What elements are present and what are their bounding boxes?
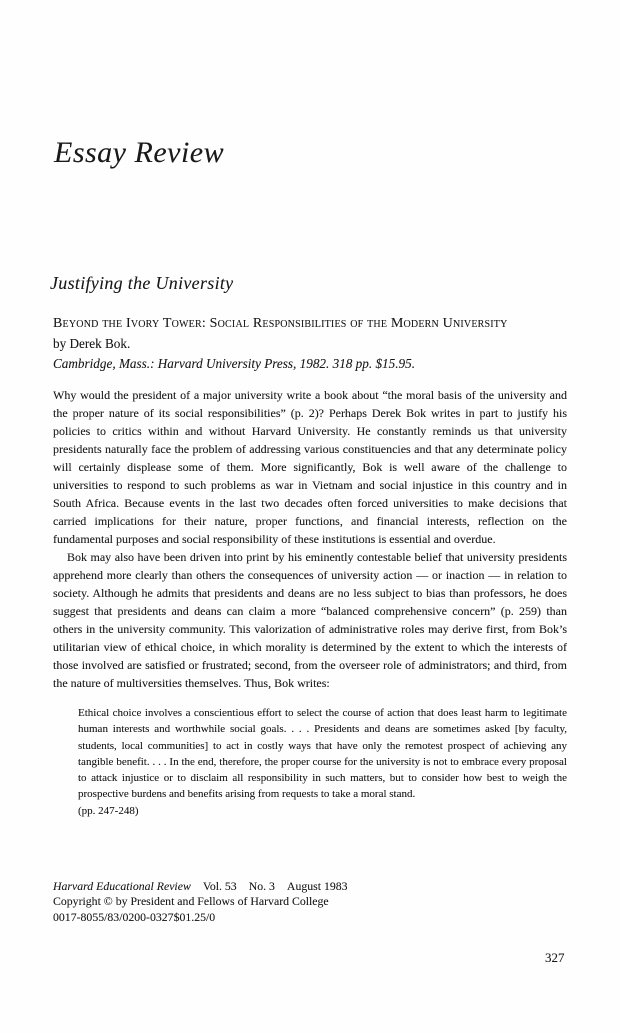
journal-number: No. 3 [248,879,275,893]
journal-footer [53,879,553,925]
issn-line: 0017-8055/83/0200-0327$01.25/0 [53,909,216,924]
body-paragraph: Why would the president of a major university write a book about “the moral basis of the university and the proper nature of its social responsibilities” (p. 2)? Perhaps Derek Bok writes in part to justify his policies to critics within and without Harvard University. He constantly reminds us that university presidents naturally face the problem of addressing various constituencies and that any determinate policy will certainly displease some of them. More significantly, Bok is well aware of the challenge to universities to respond to such problems as war in Vietnam and social injustice in this country and in South Africa. Because events in the last two decades often forced universities to make decisions that carried implications for their nature, proper functions, and financial interests, reflection on the fundamental purposes and social responsibility of these institutions is essential and overdue. [53,388,567,546]
journal-date: August 1983 [286,879,348,893]
book-publication-line: Cambridge, Mass.: Harvard University Press, 1982. 318 pp. $15.95. [53,356,416,371]
body-paragraph: Bok may also have been driven into print by his eminently contestable belief that university presidents apprehend more clearly than others the consequences of university action — or inaction — in relation to society. Although he admits that presidents and deans are no less subject to bias than professors, he does suggest that presidents and deans can claim a more “balanced comprehensive concern” (p. 259) than others in the university community. This valorization of administrative roles may derive first, from Bok’s utilitarian view of ethical choice, in which morality is determined by the extent to which the interests of those involved are satisfied or frustrated; second, from the overseer role of administrators; and third, from the nature of multiversities themselves. Thus, Bok writes: [53,550,567,690]
journal-volume: Vol. 53 [202,879,237,893]
journal-issue-line [53,879,553,894]
book-title: Beyond the Ivory Tower: Social Responsibilities of the Modern University [53,316,508,331]
book-citation-block [53,314,593,374]
block-quote-citation: (pp. 247-248) [78,804,139,817]
block-quote-text: Ethical choice involves a conscientious effort to select the course of action that does least harm to legitimate human interests and worthwhile social goals. . . . Presidents and deans are sometimes asked [by faculty, students, local communities] to act in costly ways that have only the remotest prospect of achieving any tangible benefit. . . . In the end, therefore, the proper course for the university is not to embrace every proposal to attack injustice or to disclaim all responsibility in such matters, but to consider how best to weigh the prospective burdens and benefits arising from requests to take a moral stand. [78,707,567,801]
page-number: 327 [545,950,565,965]
book-author-line: by Derek Bok. [53,336,131,351]
article-title: Justifying the University [50,273,234,293]
section-title: Essay Review [54,136,225,169]
journal-name: Harvard Educational Review [53,879,191,893]
article-body [53,386,567,819]
block-quote [78,705,567,819]
copyright-line: Copyright © by President and Fellows of Harvard College [53,894,329,909]
